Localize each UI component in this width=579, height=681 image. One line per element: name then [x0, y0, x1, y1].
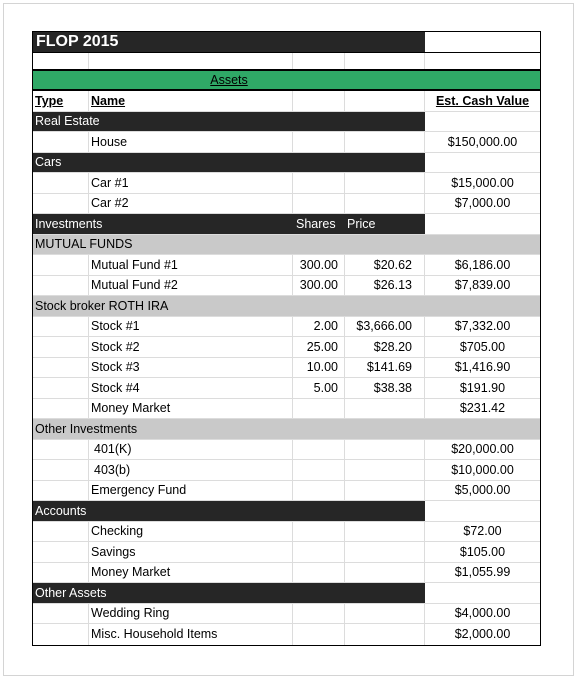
empty-cell[interactable]: [33, 542, 89, 562]
item-price[interactable]: $141.69: [345, 358, 425, 378]
empty-cell[interactable]: [425, 112, 540, 132]
item-value[interactable]: $1,055.99: [454, 565, 511, 580]
item-value[interactable]: $6,186.00: [454, 257, 511, 272]
empty-cell[interactable]: [345, 460, 425, 480]
item-shares[interactable]: 300.00: [293, 276, 345, 296]
item-name[interactable]: 403(b): [89, 460, 293, 480]
item-value[interactable]: $150,000.00: [447, 134, 518, 149]
table-row: [33, 255, 540, 276]
category-row-accounts: [33, 501, 540, 522]
item-name[interactable]: House: [89, 132, 293, 152]
item-name[interactable]: Misc. Household Items: [89, 624, 293, 645]
item-name[interactable]: Stock #2: [89, 337, 293, 357]
empty-cell[interactable]: [345, 132, 425, 152]
empty-cell[interactable]: [293, 173, 345, 193]
category-label[interactable]: Real Estate: [33, 112, 425, 132]
header-row: [33, 91, 540, 112]
title-row: [33, 32, 540, 53]
table-row: [33, 132, 540, 153]
empty-cell[interactable]: [33, 337, 89, 357]
empty-cell[interactable]: [293, 522, 345, 542]
spacer-row: [33, 53, 540, 71]
item-value[interactable]: $231.42: [459, 401, 506, 416]
empty-cell[interactable]: [345, 173, 425, 193]
empty-cell[interactable]: [33, 132, 89, 152]
empty-cell[interactable]: [33, 173, 89, 193]
empty-cell[interactable]: [425, 583, 540, 603]
empty-cell[interactable]: [345, 91, 425, 111]
item-value[interactable]: $7,332.00: [454, 319, 511, 334]
table-row: [33, 399, 540, 420]
assets-label[interactable]: Assets: [210, 73, 248, 87]
table-row: [33, 173, 540, 194]
item-name[interactable]: Stock #3: [89, 358, 293, 378]
empty-cell[interactable]: [293, 481, 345, 501]
table-row: [33, 378, 540, 399]
category-label[interactable]: Accounts: [33, 501, 425, 521]
empty-cell[interactable]: [345, 604, 425, 624]
empty-cell[interactable]: [425, 501, 540, 521]
empty-cell[interactable]: [345, 522, 425, 542]
item-value[interactable]: $20,000.00: [451, 442, 514, 457]
empty-cell[interactable]: [345, 440, 425, 460]
item-shares[interactable]: 300.00: [293, 255, 345, 275]
empty-cell[interactable]: [33, 317, 89, 337]
item-value[interactable]: $105.00: [459, 544, 506, 559]
empty-cell[interactable]: [293, 440, 345, 460]
category-label[interactable]: Other Assets: [33, 583, 425, 603]
item-name[interactable]: Mutual Fund #2: [89, 276, 293, 296]
empty-cell[interactable]: [89, 53, 293, 69]
item-price[interactable]: $26.13: [345, 276, 425, 296]
item-name[interactable]: Stock #4: [89, 378, 293, 398]
empty-cell[interactable]: [345, 624, 425, 645]
empty-cell[interactable]: [293, 460, 345, 480]
subcategory-label[interactable]: MUTUAL FUNDS: [35, 237, 133, 252]
empty-cell[interactable]: [33, 460, 89, 480]
item-name[interactable]: Savings: [89, 542, 293, 562]
item-shares[interactable]: [293, 399, 345, 419]
item-value[interactable]: $705.00: [459, 339, 506, 354]
table-row: [33, 337, 540, 358]
empty-cell[interactable]: [425, 214, 540, 234]
table-row: [33, 358, 540, 379]
item-shares[interactable]: 25.00: [293, 337, 345, 357]
table-row: [33, 194, 540, 215]
item-name[interactable]: Wedding Ring: [89, 604, 293, 624]
empty-cell[interactable]: [33, 276, 89, 296]
empty-cell[interactable]: [425, 53, 540, 69]
empty-cell[interactable]: [33, 522, 89, 542]
item-name[interactable]: Money Market: [89, 563, 293, 583]
item-name[interactable]: Stock #1: [89, 317, 293, 337]
empty-cell[interactable]: [293, 91, 345, 111]
item-value[interactable]: $5,000.00: [454, 483, 511, 498]
item-name[interactable]: Emergency Fund: [89, 481, 293, 501]
item-name[interactable]: 401(K): [89, 440, 293, 460]
empty-cell[interactable]: [425, 71, 540, 89]
empty-cell[interactable]: [33, 378, 89, 398]
type-header[interactable]: Type: [33, 91, 89, 111]
item-value[interactable]: $7,839.00: [454, 278, 511, 293]
item-price[interactable]: $20.62: [345, 255, 425, 275]
price-header[interactable]: Price: [345, 214, 425, 234]
item-shares[interactable]: 2.00: [293, 317, 345, 337]
empty-cell[interactable]: [33, 399, 89, 419]
empty-cell[interactable]: [293, 563, 345, 583]
empty-cell[interactable]: [293, 132, 345, 152]
empty-cell[interactable]: [293, 542, 345, 562]
shares-header[interactable]: Shares: [293, 214, 345, 234]
empty-cell[interactable]: [33, 624, 89, 645]
item-price[interactable]: $3,666.00: [345, 317, 425, 337]
title-empty-cell[interactable]: [425, 32, 540, 52]
category-label[interactable]: Cars: [33, 153, 425, 173]
table-row: [33, 624, 540, 645]
empty-cell[interactable]: [33, 255, 89, 275]
subcategory-row-other-investments: [33, 419, 540, 440]
sheet-title: FLOP 2015: [33, 32, 425, 52]
empty-cell[interactable]: [293, 624, 345, 645]
subcategory-label[interactable]: Other Investments: [35, 421, 138, 436]
item-name[interactable]: Mutual Fund #1: [89, 255, 293, 275]
item-name[interactable]: Money Market: [89, 399, 293, 419]
empty-cell[interactable]: [33, 481, 89, 501]
empty-cell[interactable]: [33, 563, 89, 583]
item-value[interactable]: $2,000.00: [454, 627, 511, 642]
item-value[interactable]: $1,416.90: [454, 360, 511, 375]
item-name[interactable]: Car #1: [89, 173, 293, 193]
table-row: [33, 460, 540, 481]
table-row: [33, 563, 540, 584]
subcategory-row-mutual-funds: [33, 235, 540, 256]
empty-cell[interactable]: [293, 604, 345, 624]
category-row-cars: [33, 153, 540, 174]
empty-cell[interactable]: [33, 53, 89, 69]
empty-cell[interactable]: [345, 53, 425, 69]
category-row-investments: [33, 214, 540, 235]
empty-cell[interactable]: [33, 604, 89, 624]
item-name[interactable]: Car #2: [89, 194, 293, 214]
table-row: [33, 542, 540, 563]
category-row-other-assets: [33, 583, 540, 604]
item-value[interactable]: $191.90: [459, 380, 506, 395]
empty-cell[interactable]: [293, 53, 345, 69]
table-row: [33, 522, 540, 543]
empty-cell[interactable]: [33, 358, 89, 378]
item-value[interactable]: $7,000.00: [454, 196, 511, 211]
empty-cell[interactable]: [345, 563, 425, 583]
name-header[interactable]: Name: [89, 91, 293, 111]
table-row: [33, 440, 540, 461]
empty-cell[interactable]: [345, 542, 425, 562]
item-value[interactable]: $4,000.00: [454, 606, 511, 621]
spreadsheet: [32, 31, 541, 646]
table-row: [33, 317, 540, 338]
category-row-real-estate: [33, 112, 540, 133]
table-row: [33, 481, 540, 502]
item-value[interactable]: $15,000.00: [451, 175, 514, 190]
table-row: [33, 276, 540, 297]
empty-cell[interactable]: [345, 481, 425, 501]
empty-cell[interactable]: [293, 194, 345, 214]
assets-section-row: [33, 71, 540, 91]
item-name[interactable]: Checking: [89, 522, 293, 542]
item-price[interactable]: $38.38: [345, 378, 425, 398]
table-row: [33, 604, 540, 625]
empty-cell[interactable]: [345, 194, 425, 214]
category-label[interactable]: Investments: [33, 214, 293, 234]
empty-cell[interactable]: [33, 194, 89, 214]
value-header[interactable]: Est. Cash Value: [435, 93, 530, 108]
subcategory-label[interactable]: Stock broker ROTH IRA: [35, 298, 169, 313]
item-price[interactable]: $28.20: [345, 337, 425, 357]
item-shares[interactable]: 5.00: [293, 378, 345, 398]
item-value[interactable]: $10,000.00: [451, 462, 514, 477]
empty-cell[interactable]: [33, 440, 89, 460]
item-value[interactable]: $72.00: [463, 524, 502, 539]
subcategory-row-roth-ira: [33, 296, 540, 317]
item-price[interactable]: [345, 399, 425, 419]
item-shares[interactable]: 10.00: [293, 358, 345, 378]
empty-cell[interactable]: [425, 153, 540, 173]
